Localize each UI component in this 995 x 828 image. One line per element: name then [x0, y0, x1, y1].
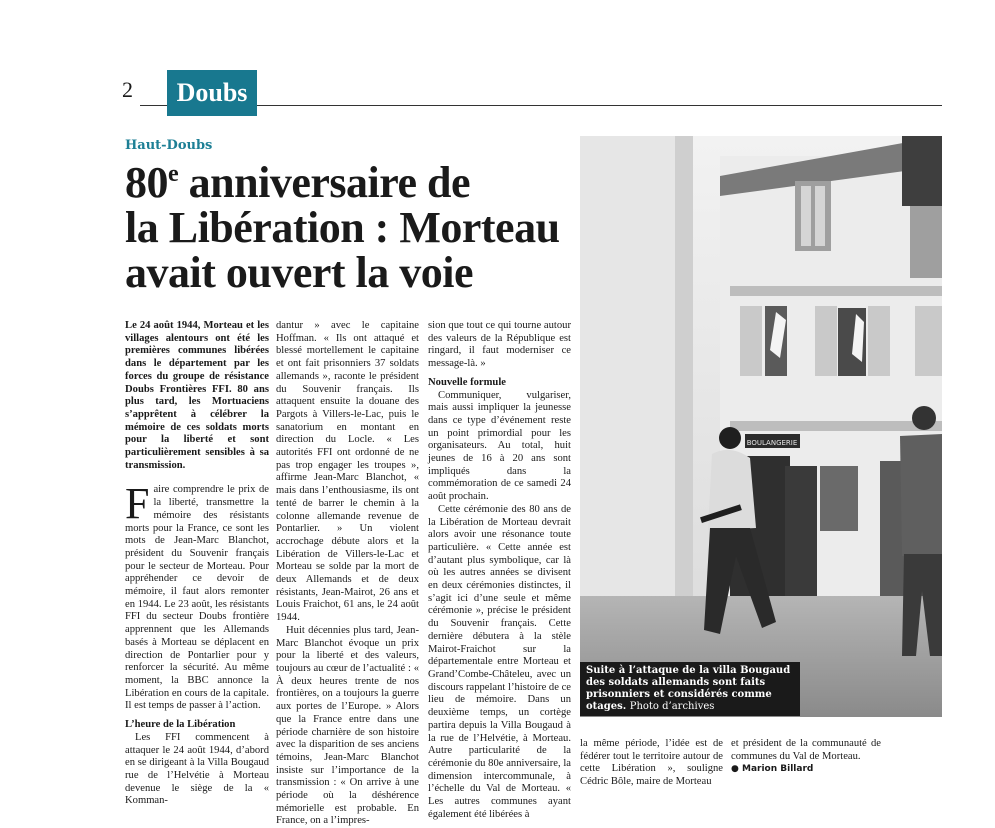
headline-line2: la Libération : Morteau: [125, 203, 560, 252]
header-rule-right: [257, 105, 942, 106]
article-column-2: [276, 320, 419, 827]
section-rubric: Doubs: [167, 70, 257, 116]
lead-text: aire comprendre le prix de la liberté, transmettre la mémoire des résistants morts pour la France, ce sont les mots de Jean-Marc Blanchot, président du Souvenir français pour le secteur de Morteau. Pour appréhender ce devoir de mémoire, il faut alors remonter en 1944. Le 23 août, les résistants FFI du secteur Doubs frontière apprennent que les Allemands basés à Morteau se déplacent en direction de Pontarlier pour y renforcer la sécurité. Au même moment, la BBC annonce la Libération en cours de la capitale. Il est temps de passer à l’action.: [125, 484, 269, 712]
article-headline: [125, 160, 575, 295]
article-column-5: [731, 738, 881, 784]
author-signature: ● Marion Billard: [731, 764, 814, 775]
subheading-liberation: L’heure de la Libération: [125, 719, 236, 731]
headline-sup: e: [168, 161, 179, 187]
paragraph: Cette cérémonie des 80 ans de la Libération de Morteau devrait alors avoir une résonance toute particulière. « Cette année est d’autant plus symbolique, car là où les autres années se divisent en deux cérémonies distinctes, il s’agit ici d’une seule et même cérémonie », précise le président du Souvenir français. Cette dernière débutera à la stèle Mairot-Fraichot sur la départementale entre Morteau et Grand’Combe-Châteleu, avec un discours rappelant l’histoire de ce lieu de mémoire. Dans un deuxième temps, un cortège partira depuis la Villa Bougaud à la rue de l’Helvétie, à Morteau. Autre particularité de la cérémonie du 80e anniversaire, la dimension intercommunale, à l’échelle du Val de Morteau. « Les autres communes ayant également été libérées à: [428, 503, 571, 820]
paragraph: Communiquer, vulgariser, mais aussi impliquer la jeunesse dans ce type d’événement reste un point primordial pour les organisateurs. Au total, huit jeunes de 16 à 20 ans sont impliqués dans la commémoration de ce samedi 24 août prochain.: [428, 389, 571, 503]
article-kicker: Haut-Doubs: [125, 138, 213, 153]
archive-photo: [580, 136, 942, 717]
paragraph: Les FFI commencent à attaquer le 24 août 1944, d’abord en se dirigeant à la Villa Bougaud rue de l’Helvétie à Morteau devenue le siège de la « Komman-: [125, 731, 269, 807]
photo-credit: Photo d’archives: [629, 701, 715, 712]
article-lead-paragraph: [125, 479, 269, 713]
paragraph: Huit décennies plus tard, Jean-Marc Blanchot évoque un prix pour la liberté et des valeurs, toujours au cœur de l’actualité : « À deux heures trente de nos frontières, on a toujours la guerre aux portes de l’Europe. » Alors que la France entre dans une période charnière de son histoire avec la disparition de ses anciens témoins, Jean-Marc Blanchot insiste sur l’importance de la transmission : « On arrive à une période où la déshérence mémorielle est probable. En France, on a l’impres-: [276, 624, 419, 827]
paragraph: et président de la communauté de communes du Val de Morteau.: [731, 738, 881, 762]
headline-part1: 80: [125, 158, 168, 207]
drop-cap: F: [125, 479, 150, 529]
archive-photo-graphic: [580, 136, 942, 717]
article-column-1: [125, 320, 269, 807]
caption-text: Suite à l’attaque de la villa Bougaud des soldats allemands sont faits prisonniers et considérés comme otages.: [586, 665, 791, 712]
subheading-nouvelle-formule: Nouvelle formule: [428, 376, 506, 388]
article-column-3: [428, 320, 571, 820]
photo-caption: [580, 662, 800, 716]
page-number: 2: [122, 77, 133, 102]
paragraph: la même période, l’idée est de fédérer tout le territoire autour de cette Libération », souligne Cédric Bôle, maire de Morteau: [580, 738, 723, 788]
header-rule-left: [140, 105, 167, 106]
shop-sign-text: BOULANGERIE: [746, 439, 798, 447]
headline-part2: anniversaire de: [178, 158, 470, 207]
article-chapo: Le 24 août 1944, Morteau et les villages alentours ont été les premières communes libérées dans le département par les forces du groupe de résistance Doubs Frontières FFI. 80 ans plus tard, les Mortuaciens s’apprêtent à célébrer la mémoire de ces soldats morts pour la liberté et sont particulièrement sensibles à sa transmission.: [125, 320, 269, 471]
article-column-4: [580, 738, 723, 788]
paragraph: dantur » avec le capitaine Hoffman. « Ils ont attaqué et blessé mortellement le capitaine et ont fait prisonniers 37 soldats allemands », raconte le président du Souvenir français. Ils attaquent ensuite la douane des Pargots à Villers-le-Lac, puis le sanatorium en montant en direction du Locle. « Les autorités FFI ont ordonné de ne pas trop engager les troupes », affirme Jean-Marc Blanchot, « mais dans l’enthousiasme, ils ont tenté de barrer le chemin à la colonne allemande revenue de Pontarlier. » Un violent accrochage débute alors et la Libération de Villers-le-Lac et Morteau se solde par la mort de deux Allemands et de deux résistants, Jean-Mairot, 26 ans et Louis Fraichot, 61 ans, le 24 août 1944.: [276, 320, 419, 624]
headline-line3: avait ouvert la voie: [125, 248, 474, 297]
paragraph: sion que tout ce qui tourne autour des valeurs de la République est ringard, il faut moderniser ce message-là. »: [428, 320, 571, 370]
